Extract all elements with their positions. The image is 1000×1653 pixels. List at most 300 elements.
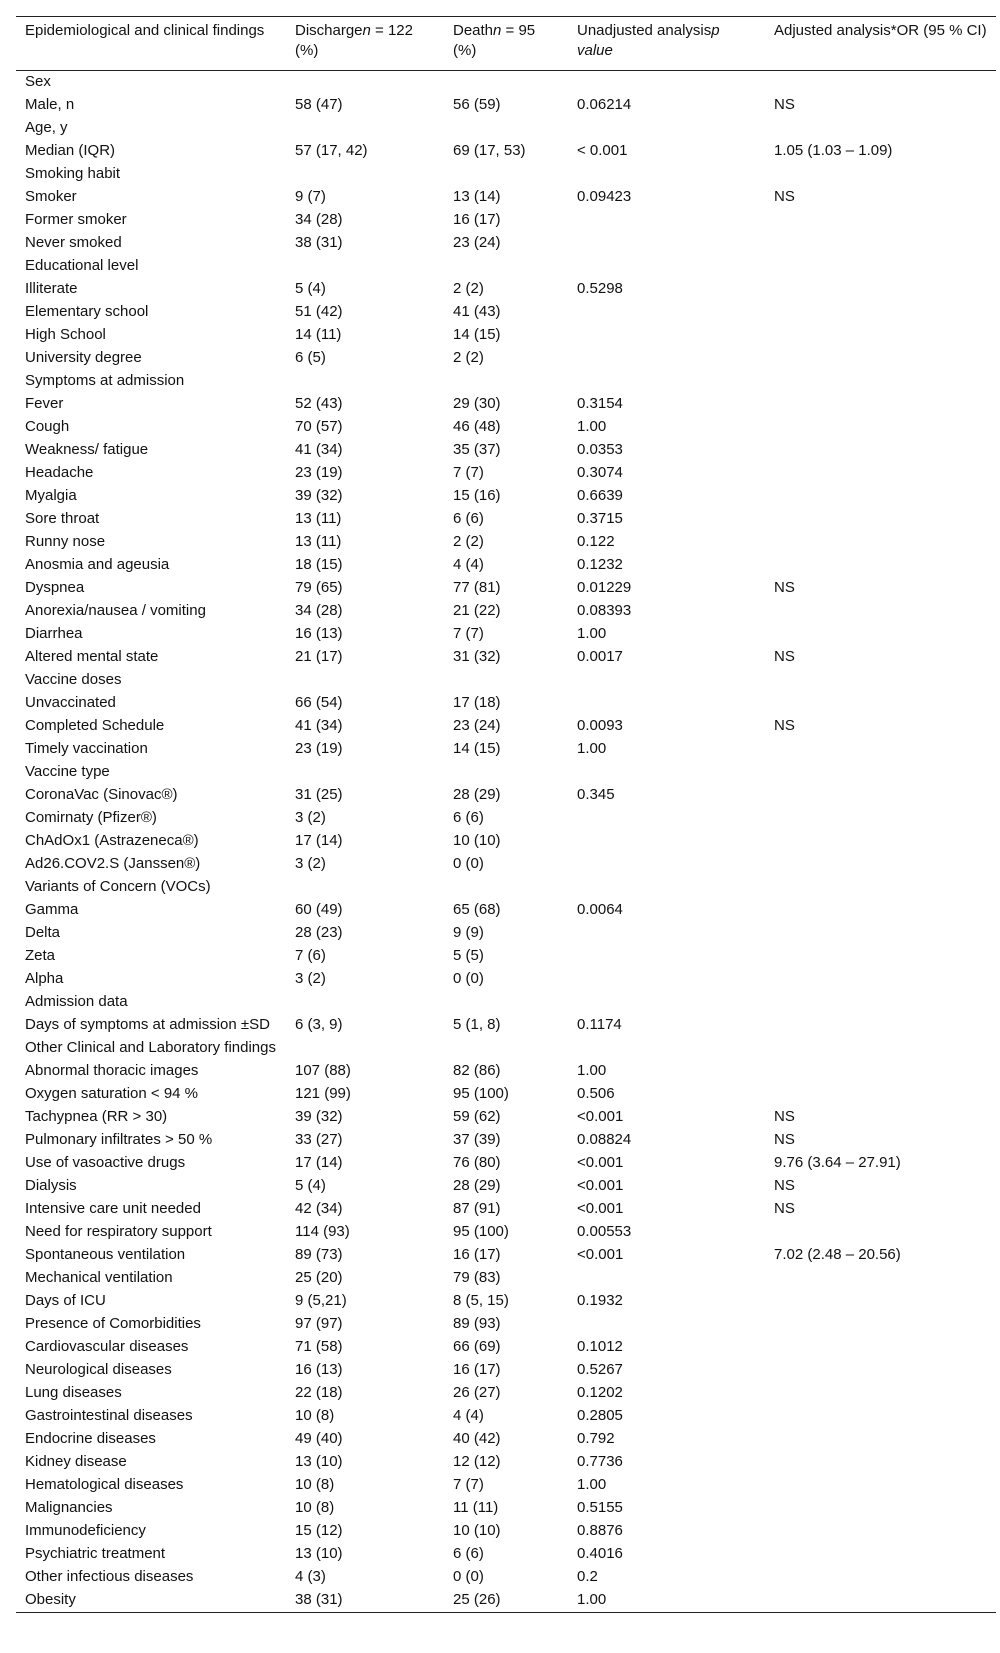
cell-adjusted <box>766 991 996 1014</box>
cell-unadjusted: 0.122 <box>577 533 615 550</box>
cell-discharge: 42 (34) <box>295 1200 343 1217</box>
cell-finding: Weakness/ fatigue <box>25 441 149 458</box>
cell-discharge: 66 (54) <box>295 694 343 711</box>
cell-discharge <box>287 669 445 692</box>
cell-unadjusted <box>569 324 766 347</box>
table-row <box>16 209 996 232</box>
cell-discharge: 49 (40) <box>295 1430 343 1447</box>
cell-unadjusted: 0.3715 <box>577 510 623 527</box>
cell-finding: Illiterate <box>25 280 78 297</box>
cell-finding: Former smoker <box>25 211 127 228</box>
cell-unadjusted <box>569 991 766 1014</box>
cell-adjusted: 7.02 (2.48 – 20.56) <box>774 1246 901 1263</box>
cell-death: 12 (12) <box>453 1453 501 1470</box>
cell-finding: Diarrhea <box>25 625 83 642</box>
cell-death: 14 (15) <box>453 326 501 343</box>
cell-adjusted <box>766 761 996 784</box>
table-row <box>16 1428 996 1451</box>
table-row <box>16 1014 996 1037</box>
table-row <box>16 324 996 347</box>
cell-death: 4 (4) <box>453 1407 484 1424</box>
table-row <box>16 830 996 853</box>
cell-finding: Intensive care unit needed <box>25 1200 201 1217</box>
table-row <box>16 71 996 95</box>
table-row <box>16 1543 996 1566</box>
cell-discharge: 13 (11) <box>295 533 342 550</box>
table-row <box>16 393 996 416</box>
cell-discharge: 7 (6) <box>295 947 326 964</box>
cell-adjusted <box>766 416 996 439</box>
cell-discharge <box>287 876 445 899</box>
cell-death: 28 (29) <box>453 1177 501 1194</box>
cell-death: 17 (18) <box>453 694 501 711</box>
table-row <box>16 807 996 830</box>
cell-finding: Smoking habit <box>25 165 121 182</box>
cell-unadjusted: 0.3074 <box>577 464 623 481</box>
cell-adjusted <box>766 1474 996 1497</box>
table-row <box>16 1451 996 1474</box>
table-row <box>16 876 996 899</box>
cell-adjusted <box>766 232 996 255</box>
cell-discharge: 41 (34) <box>295 441 343 458</box>
cell-discharge: 39 (32) <box>295 487 343 504</box>
cell-adjusted: NS <box>774 579 795 596</box>
cell-unadjusted: 1.00 <box>577 418 607 435</box>
cell-finding: Endocrine diseases <box>25 1430 156 1447</box>
table-row <box>16 1497 996 1520</box>
cell-adjusted <box>766 1382 996 1405</box>
cell-death: 2 (2) <box>453 533 484 550</box>
cell-discharge: 17 (14) <box>295 832 343 849</box>
cell-adjusted <box>766 1267 996 1290</box>
cell-adjusted <box>766 623 996 646</box>
cell-finding: Runny nose <box>25 533 106 550</box>
cell-adjusted <box>766 738 996 761</box>
cell-adjusted: NS <box>774 717 795 734</box>
cell-discharge: 3 (2) <box>295 970 326 987</box>
cell-unadjusted: 0.3154 <box>577 395 623 412</box>
cell-adjusted <box>766 1060 996 1083</box>
cell-adjusted <box>766 485 996 508</box>
cell-unadjusted: 0.506 <box>577 1085 615 1102</box>
table-row <box>16 278 996 301</box>
cell-discharge: 41 (34) <box>295 717 343 734</box>
table-row <box>16 1244 996 1267</box>
cell-finding: Alpha <box>25 970 64 987</box>
table-row <box>16 899 996 922</box>
cell-adjusted <box>766 922 996 945</box>
cell-unadjusted <box>569 301 766 324</box>
cell-death: 59 (62) <box>453 1108 501 1125</box>
table-row <box>16 1152 996 1175</box>
cell-discharge: 4 (3) <box>295 1568 326 1585</box>
cell-death: 28 (29) <box>453 786 501 803</box>
cell-discharge: 58 (47) <box>295 96 343 113</box>
cell-finding: High School <box>25 326 106 343</box>
table-row <box>16 1060 996 1083</box>
cell-unadjusted <box>569 347 766 370</box>
cell-death: 2 (2) <box>453 280 484 297</box>
cell-unadjusted: <0.001 <box>577 1154 624 1171</box>
cell-adjusted: NS <box>774 1200 795 1217</box>
cell-death: 8 (5, 15) <box>453 1292 509 1309</box>
cell-adjusted <box>766 209 996 232</box>
table-row <box>16 531 996 554</box>
cell-discharge: 21 (17) <box>295 648 343 665</box>
cell-unadjusted: 0.792 <box>577 1430 615 1447</box>
table-row <box>16 1198 996 1221</box>
cell-adjusted <box>766 1313 996 1336</box>
table-row <box>16 600 996 623</box>
cell-finding: Obesity <box>16 1589 287 1613</box>
cell-finding: Anorexia/nausea / vomiting <box>25 602 206 619</box>
cell-adjusted <box>766 853 996 876</box>
cell-discharge: 60 (49) <box>295 901 343 918</box>
table-row <box>16 1129 996 1152</box>
cell-death: 76 (80) <box>453 1154 501 1171</box>
table-row <box>16 1037 996 1060</box>
cell-adjusted <box>766 1497 996 1520</box>
cell-death: 9 (9) <box>453 924 484 941</box>
cell-adjusted <box>766 347 996 370</box>
cell-discharge: 22 (18) <box>295 1384 343 1401</box>
cell-finding: Pulmonary infiltrates > 50 % <box>25 1131 213 1148</box>
cell-adjusted <box>766 1543 996 1566</box>
cell-death: 69 (17, 53) <box>453 142 526 159</box>
cell-discharge <box>287 370 445 393</box>
cell-finding: Abnormal thoracic images <box>25 1062 199 1079</box>
cell-death <box>445 117 569 140</box>
cell-finding: Psychiatric treatment <box>25 1545 166 1562</box>
cell-death: 7 (7) <box>453 625 484 642</box>
cell-death <box>445 761 569 784</box>
cell-death <box>445 370 569 393</box>
cell-adjusted <box>766 876 996 899</box>
cell-finding: Headache <box>25 464 94 481</box>
table-row <box>16 186 996 209</box>
table-row <box>16 416 996 439</box>
cell-finding: University degree <box>25 349 142 366</box>
cell-unadjusted <box>569 163 766 186</box>
cell-unadjusted: 0.5298 <box>577 280 623 297</box>
cell-death: 10 (10) <box>453 832 501 849</box>
cell-death: 95 (100) <box>453 1223 509 1240</box>
clinical-findings-table <box>16 16 996 1613</box>
cell-finding: Completed Schedule <box>25 717 165 734</box>
cell-unadjusted: 0.06214 <box>577 96 632 113</box>
cell-discharge: 9 (5,21) <box>295 1292 347 1309</box>
cell-discharge: 9 (7) <box>295 188 326 205</box>
cell-death: 0 (0) <box>453 1568 484 1585</box>
header-adjusted: Adjusted analysis*OR (95 % CI) <box>766 17 996 71</box>
cell-discharge: 34 (28) <box>295 211 343 228</box>
cell-death: 16 (17) <box>453 1246 501 1263</box>
cell-death: 5 (5) <box>453 947 484 964</box>
cell-adjusted <box>766 370 996 393</box>
cell-unadjusted: 0.1232 <box>577 556 623 573</box>
cell-discharge: 57 (17, 42) <box>295 142 368 159</box>
cell-unadjusted: 0.0353 <box>577 441 623 458</box>
cell-discharge: 89 (73) <box>295 1246 343 1263</box>
cell-death: 5 (1, 8) <box>453 1016 501 1033</box>
cell-unadjusted <box>569 830 766 853</box>
cell-finding: Median (IQR) <box>25 142 116 159</box>
cell-death <box>445 71 569 95</box>
cell-adjusted <box>766 1014 996 1037</box>
cell-finding: Malignancies <box>25 1499 113 1516</box>
cell-discharge: 121 (99) <box>295 1085 351 1102</box>
cell-discharge <box>287 991 445 1014</box>
table-row <box>16 485 996 508</box>
table-row <box>16 922 996 945</box>
cell-discharge <box>287 117 445 140</box>
cell-death <box>445 669 569 692</box>
cell-finding: Tachypnea (RR > 30) <box>25 1108 168 1125</box>
cell-death: 0 (0) <box>453 970 484 987</box>
cell-adjusted <box>766 1290 996 1313</box>
cell-discharge: 17 (14) <box>295 1154 343 1171</box>
cell-unadjusted <box>569 761 766 784</box>
cell-adjusted <box>766 531 996 554</box>
cell-finding: Ad26.COV2.S (Janssen®) <box>25 855 201 872</box>
cell-finding: Myalgia <box>25 487 77 504</box>
cell-unadjusted <box>569 853 766 876</box>
cell-finding: Elementary school <box>25 303 149 320</box>
cell-death: 56 (59) <box>453 96 501 113</box>
table-row <box>16 1359 996 1382</box>
table-row <box>16 140 996 163</box>
cell-unadjusted: 0.8876 <box>577 1522 623 1539</box>
cell-finding: Unvaccinated <box>25 694 116 711</box>
cell-unadjusted <box>569 232 766 255</box>
cell-death: 11 (11) <box>453 1499 499 1516</box>
table-row <box>16 1313 996 1336</box>
table-row <box>16 1336 996 1359</box>
cell-finding: Vaccine type <box>25 763 110 780</box>
cell-finding: Need for respiratory support <box>25 1223 212 1240</box>
cell-finding: Lung diseases <box>25 1384 122 1401</box>
table-row <box>16 370 996 393</box>
header-unadjusted: Unadjusted analysisp value <box>569 17 766 71</box>
cell-death: 15 (16) <box>453 487 501 504</box>
cell-adjusted: 1.05 (1.03 – 1.09) <box>774 142 893 159</box>
table-row <box>16 163 996 186</box>
cell-unadjusted <box>569 692 766 715</box>
table-row <box>16 347 996 370</box>
cell-adjusted <box>766 462 996 485</box>
cell-death: 29 (30) <box>453 395 501 412</box>
cell-unadjusted <box>569 669 766 692</box>
cell-adjusted <box>766 1037 996 1060</box>
cell-unadjusted: 1.00 <box>577 625 607 642</box>
cell-discharge: 38 (31) <box>287 1589 445 1613</box>
cell-death: 37 (39) <box>453 1131 501 1148</box>
cell-adjusted: NS <box>774 1131 795 1148</box>
cell-discharge: 5 (4) <box>295 1177 326 1194</box>
cell-unadjusted: 0.08824 <box>577 1131 632 1148</box>
cell-death <box>445 163 569 186</box>
cell-unadjusted: <0.001 <box>577 1108 624 1125</box>
cell-death: 82 (86) <box>453 1062 501 1079</box>
cell-discharge: 38 (31) <box>295 234 343 251</box>
cell-discharge: 15 (12) <box>295 1522 343 1539</box>
cell-finding: Use of vasoactive drugs <box>25 1154 186 1171</box>
cell-death: 10 (10) <box>453 1522 501 1539</box>
cell-death: 66 (69) <box>453 1338 501 1355</box>
cell-discharge: 10 (8) <box>295 1476 335 1493</box>
cell-unadjusted <box>569 1037 766 1060</box>
table-row <box>16 94 996 117</box>
cell-discharge: 52 (43) <box>295 395 343 412</box>
table-row <box>16 669 996 692</box>
cell-discharge: 13 (11) <box>295 510 342 527</box>
cell-unadjusted: 0.5155 <box>577 1499 623 1516</box>
cell-adjusted <box>766 1589 996 1613</box>
cell-unadjusted: 0.1932 <box>577 1292 623 1309</box>
cell-finding: Kidney disease <box>25 1453 127 1470</box>
cell-unadjusted: <0.001 <box>577 1200 624 1217</box>
cell-unadjusted: < 0.001 <box>577 142 628 159</box>
cell-discharge: 13 (10) <box>295 1453 343 1470</box>
cell-adjusted: 9.76 (3.64 – 27.91) <box>774 1154 901 1171</box>
cell-unadjusted <box>569 945 766 968</box>
header-death: Deathn = 95 (%) <box>445 17 569 71</box>
cell-unadjusted <box>569 71 766 95</box>
table-row <box>16 715 996 738</box>
cell-discharge: 14 (11) <box>295 326 342 343</box>
cell-death <box>445 255 569 278</box>
cell-unadjusted: 0.09423 <box>577 188 632 205</box>
cell-unadjusted <box>569 370 766 393</box>
cell-adjusted <box>766 393 996 416</box>
table-row <box>16 646 996 669</box>
cell-finding: Dyspnea <box>25 579 85 596</box>
cell-death: 16 (17) <box>453 211 501 228</box>
cell-unadjusted: 1.00 <box>577 1062 607 1079</box>
cell-death: 6 (6) <box>453 809 484 826</box>
cell-discharge: 25 (20) <box>295 1269 343 1286</box>
cell-unadjusted: 0.1202 <box>577 1384 623 1401</box>
cell-adjusted <box>766 1405 996 1428</box>
cell-adjusted <box>766 899 996 922</box>
table-row <box>16 1106 996 1129</box>
cell-unadjusted: <0.001 <box>577 1177 624 1194</box>
cell-death: 7 (7) <box>453 464 484 481</box>
cell-discharge <box>287 163 445 186</box>
cell-finding: Variants of Concern (VOCs) <box>25 878 211 895</box>
cell-unadjusted <box>569 1313 766 1336</box>
cell-unadjusted: 0.2805 <box>577 1407 623 1424</box>
cell-adjusted <box>766 1221 996 1244</box>
cell-adjusted <box>766 163 996 186</box>
cell-finding: Gamma <box>25 901 79 918</box>
table-row <box>16 301 996 324</box>
cell-finding: Age, y <box>25 119 68 136</box>
cell-finding: Presence of Comorbidities <box>25 1315 201 1332</box>
table-row <box>16 577 996 600</box>
cell-finding: Cough <box>25 418 70 435</box>
cell-discharge: 16 (13) <box>295 1361 343 1378</box>
cell-unadjusted <box>569 209 766 232</box>
cell-finding: Gastrointestinal diseases <box>25 1407 193 1424</box>
cell-death: 13 (14) <box>453 188 501 205</box>
cell-discharge: 114 (93) <box>295 1223 350 1240</box>
cell-adjusted <box>766 324 996 347</box>
cell-discharge <box>287 1037 445 1060</box>
cell-discharge: 70 (57) <box>295 418 343 435</box>
cell-finding: Immunodeficiency <box>25 1522 146 1539</box>
cell-finding: Days of symptoms at admission ±SD <box>25 1016 270 1033</box>
table-row <box>16 692 996 715</box>
cell-finding: Never smoked <box>25 234 122 251</box>
table-row <box>16 255 996 278</box>
cell-unadjusted: 0.1174 <box>577 1016 622 1033</box>
cell-unadjusted <box>569 807 766 830</box>
table-row <box>16 1405 996 1428</box>
cell-finding: Sex <box>25 73 51 90</box>
cell-finding: Symptoms at admission <box>25 372 185 389</box>
cell-death: 31 (32) <box>453 648 501 665</box>
cell-adjusted <box>766 600 996 623</box>
cell-finding: Cardiovascular diseases <box>25 1338 189 1355</box>
cell-death: 35 (37) <box>453 441 501 458</box>
cell-unadjusted: 1.00 <box>577 1476 607 1493</box>
cell-adjusted <box>766 1428 996 1451</box>
cell-death <box>445 991 569 1014</box>
cell-adjusted: NS <box>774 188 795 205</box>
table-row <box>16 117 996 140</box>
table-row <box>16 1267 996 1290</box>
cell-adjusted <box>766 1520 996 1543</box>
table-header <box>16 17 996 71</box>
table-row <box>16 968 996 991</box>
cell-adjusted <box>766 807 996 830</box>
cell-adjusted <box>766 1083 996 1106</box>
cell-unadjusted: 0.6639 <box>577 487 623 504</box>
cell-unadjusted: 0.0017 <box>577 648 623 665</box>
cell-death: 0 (0) <box>453 855 484 872</box>
cell-discharge <box>287 255 445 278</box>
cell-finding: ChAdOx1 (Astrazeneca®) <box>25 832 199 849</box>
cell-adjusted <box>766 1359 996 1382</box>
cell-adjusted <box>766 692 996 715</box>
cell-death: 26 (27) <box>453 1384 501 1401</box>
cell-unadjusted: 0.4016 <box>577 1545 623 1562</box>
cell-adjusted: NS <box>774 1108 795 1125</box>
cell-unadjusted <box>569 255 766 278</box>
cell-adjusted <box>766 554 996 577</box>
table-row <box>16 761 996 784</box>
cell-finding: Vaccine doses <box>25 671 122 688</box>
cell-discharge: 97 (97) <box>295 1315 343 1332</box>
table-row <box>16 1083 996 1106</box>
cell-finding: Other Clinical and Laboratory findings <box>25 1039 276 1056</box>
header-findings: Epidemiological and clinical findings <box>16 17 287 71</box>
cell-finding: Mechanical ventilation <box>25 1269 173 1286</box>
cell-unadjusted: 0.2 <box>577 1568 598 1585</box>
cell-adjusted <box>766 784 996 807</box>
cell-discharge: 33 (27) <box>295 1131 343 1148</box>
cell-death: 23 (24) <box>453 234 501 251</box>
cell-death: 79 (83) <box>453 1269 501 1286</box>
table-row <box>16 1566 996 1589</box>
table-row <box>16 554 996 577</box>
cell-discharge: 3 (2) <box>295 855 326 872</box>
cell-death: 6 (6) <box>453 510 484 527</box>
cell-finding: Educational level <box>25 257 139 274</box>
cell-finding: Fever <box>25 395 64 412</box>
cell-unadjusted: 0.7736 <box>577 1453 623 1470</box>
